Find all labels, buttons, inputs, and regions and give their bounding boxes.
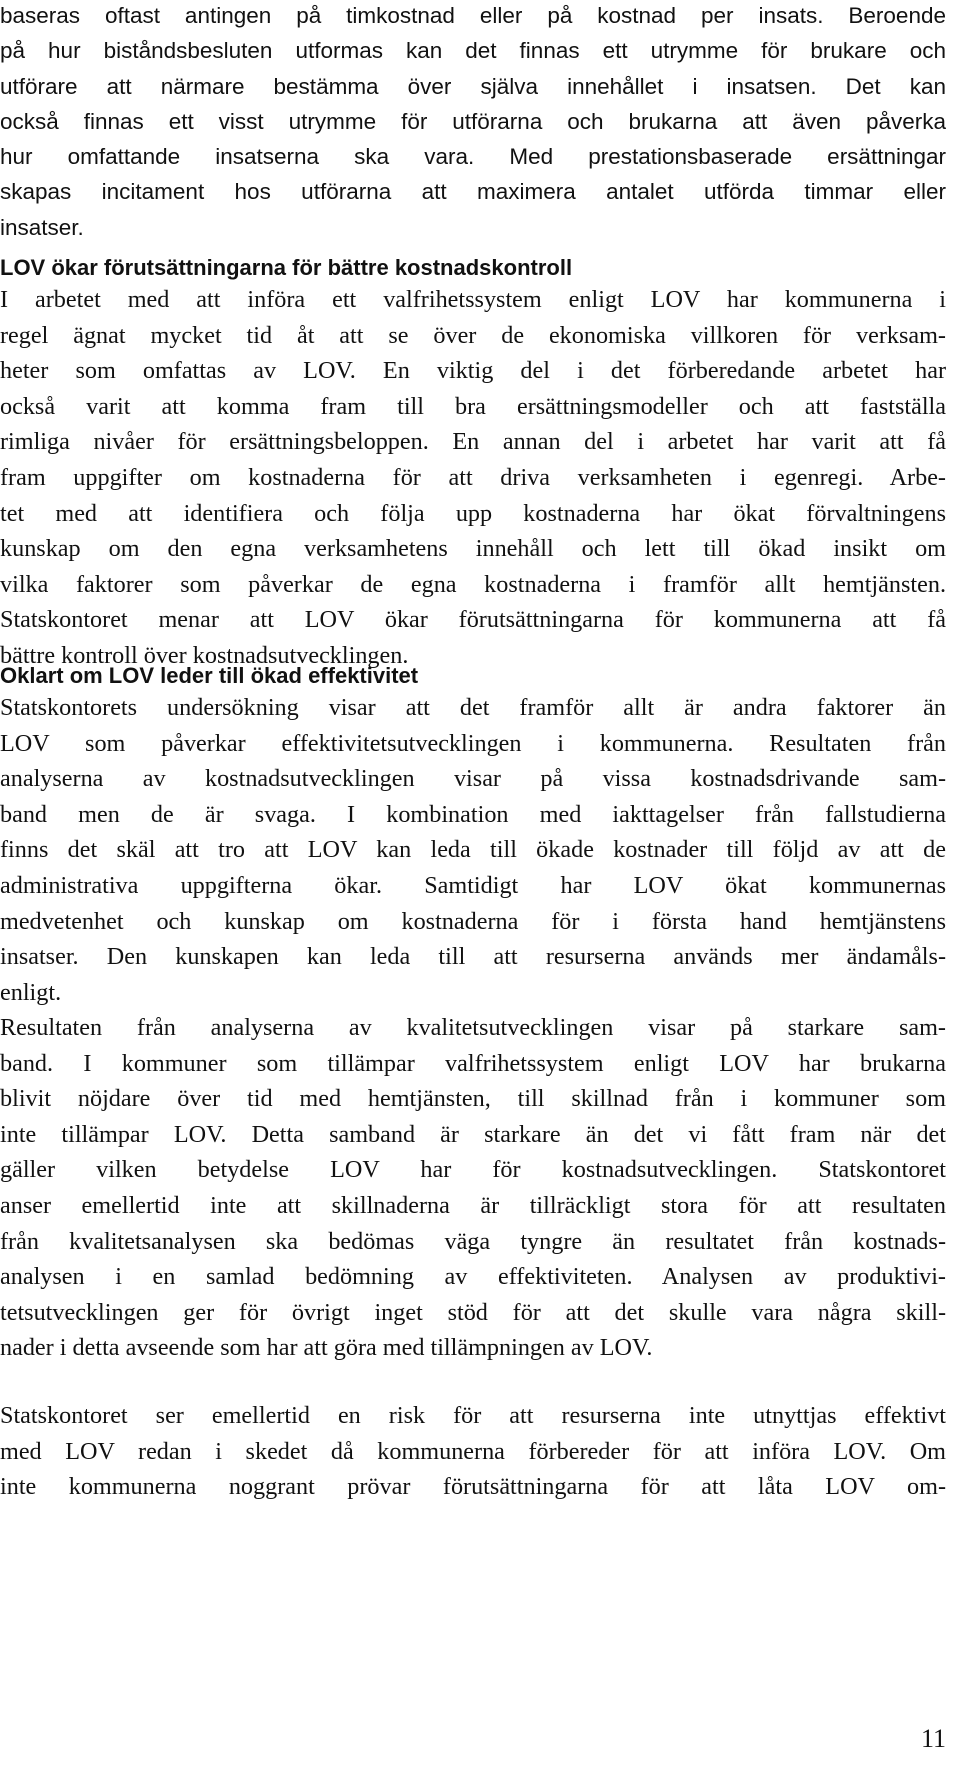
text-line: LOV som påverkar effektivitetsutvecklingen i kommunerna. Resultaten från — [0, 729, 946, 757]
text-line: insatser. Den kunskapen kan leda till att resurserna används mer ändamåls- — [0, 943, 946, 971]
section2-paragraph-2 — [0, 1010, 946, 1366]
text-line: medvetenhet och kunskap om kostnaderna för i första hand hemtjänstens — [0, 907, 946, 935]
text-line: analysen i en samlad bedömning av effektiviteten. Analysen av produktivi- — [0, 1263, 946, 1291]
text-line: blivit nöjdare över tid med hemtjänsten, till skillnad från i kommuner som — [0, 1085, 946, 1113]
text-line: Statskontorets undersökning visar att det framför allt är andra faktorer än — [0, 694, 946, 721]
section2-paragraph-3 — [0, 1398, 946, 1505]
text-line: Resultaten från analyserna av kvalitetsutvecklingen visar på starkare sam- — [0, 1014, 946, 1041]
text-line: tetsutvecklingen ger för övrigt inget stöd för att det skulle vara några skill- — [0, 1298, 946, 1326]
section2-paragraph-1 — [0, 690, 946, 1010]
page-number: 11 — [920, 1724, 946, 1753]
text-line: tet med att identifiera och följa upp kostnaderna har ökat förvaltningens — [0, 499, 946, 527]
section-heading-cost-control: LOV ökar förutsättningarna för bättre kostnadskontroll — [0, 255, 573, 280]
text-line: gäller vilken betydelse LOV har för kostnadsutvecklingen. Statskontoret — [0, 1156, 946, 1184]
text-line: utförare att närmare bestämma över själva innehållet i insatsen. Det kan — [0, 73, 946, 99]
text-line: nader i detta avseende som har att göra med tillämpningen av LOV. — [0, 1334, 653, 1362]
text-line: inte kommunerna noggrant prövar förutsättningarna för att låta LOV om- — [0, 1473, 946, 1501]
text-line: bättre kontroll över kostnadsutvecklingen. — [0, 641, 409, 669]
text-line: I arbetet med att införa ett valfrihetssystem enligt LOV har kommunerna i — [0, 286, 946, 313]
text-line: administrativa uppgifterna ökar. Samtidigt har LOV ökat kommunernas — [0, 871, 946, 899]
text-line: med LOV redan i skedet då kommunerna förbereder för att införa LOV. Om — [0, 1437, 946, 1465]
section1-paragraph — [0, 282, 946, 674]
intro-paragraph — [0, 0, 946, 245]
text-line: hur omfattande insatserna ska vara. Med prestationsbaserade ersättningar — [0, 144, 946, 170]
text-line: inte tillämpar LOV. Detta samband är starkare än det vi fått fram när det — [0, 1120, 946, 1148]
text-line: band men de är svaga. I kombination med iakttagelser från fallstudierna — [0, 800, 946, 828]
section-heading-efficiency: Oklart om LOV leder till ökad effektivitet — [0, 663, 419, 688]
text-line: rimliga nivåer för ersättningsbeloppen. En annan del i arbetet har varit att få — [0, 428, 946, 456]
text-line: baseras oftast antingen på timkostnad eller på kostnad per insats. Beroende — [0, 3, 946, 28]
text-line: insatser. — [0, 214, 84, 240]
text-line: heter som omfattas av LOV. En viktig del i det förberedande arbetet har — [0, 357, 946, 385]
text-line: på hur biståndsbesluten utformas kan det finnas ett utrymme för brukare och — [0, 38, 946, 64]
text-line: finns det skäl att tro att LOV kan leda till ökade kostnader till följd av att de — [0, 836, 946, 864]
text-line: regel ägnat mycket tid åt att se över de ekonomiska villkoren för verksam- — [0, 321, 946, 349]
text-line: anser emellertid inte att skillnaderna är tillräckligt stora för att resultaten — [0, 1191, 946, 1219]
text-line: kunskap om den egna verksamhetens innehåll och lett till ökad insikt om — [0, 535, 946, 563]
text-line: vilka faktorer som påverkar de egna kostnaderna i framför allt hemtjänsten. — [0, 570, 946, 598]
text-line: fram uppgifter om kostnaderna för att driva verksamheten i egenregi. Arbe- — [0, 463, 946, 491]
text-line: från kvalitetsanalysen ska bedömas väga tyngre än resultatet från kostnads- — [0, 1227, 946, 1255]
text-line: band. I kommuner som tillämpar valfrihetssystem enligt LOV har brukarna — [0, 1049, 946, 1077]
text-line: skapas incitament hos utförarna att maximera antalet utförda timmar eller — [0, 179, 946, 205]
text-line: enligt. — [0, 978, 62, 1006]
text-line: Statskontoret menar att LOV ökar förutsättningarna för kommunerna att få — [0, 606, 946, 634]
text-line: också varit att komma fram till bra ersättningsmodeller och att fastställa — [0, 392, 946, 420]
text-line: Statskontoret ser emellertid en risk för att resurserna inte utnyttjas effektivt — [0, 1402, 946, 1429]
text-line: också finnas ett visst utrymme för utförarna och brukarna att även påverka — [0, 108, 946, 134]
text-line: analyserna av kostnadsutvecklingen visar på vissa kostnadsdrivande sam- — [0, 765, 946, 793]
